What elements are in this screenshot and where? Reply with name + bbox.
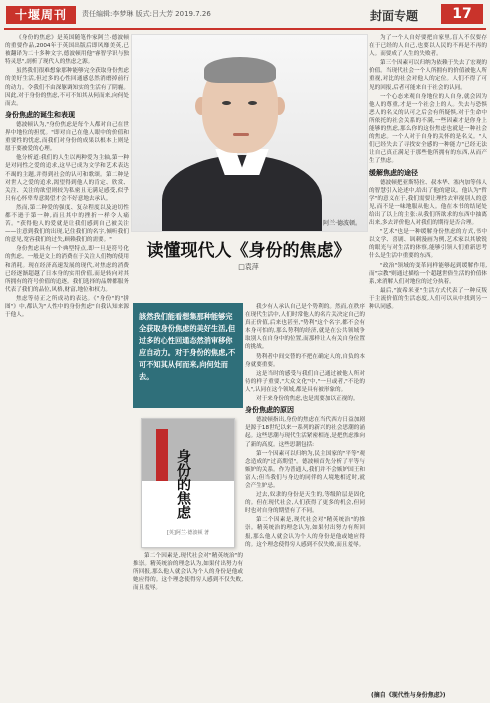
book-subtitle: [英]阿兰·德波顿 著 <box>166 530 210 536</box>
paragraph: 第二个因素是,现代社会对"精英统治"的推崇。精英统治的理念认为,如果付出努力有所回报,那么他人就会认为个人的身份是他或她应得的。这个理念使得穷人感到不仅失败,而且羞辱。 <box>133 553 243 592</box>
author-photo <box>131 34 368 232</box>
section-title: 封面专题 <box>370 9 419 23</box>
paragraph: 最后,"波希米亚"生活方式代表了一种反叛于主流价值的生活态度,人们可以从中找到另一种认同感。 <box>369 287 487 310</box>
paragraph: 过去,奴隶的身份是天生的,等级阶层是固化的。但在现代社会,人们获得了更多的机会,但同时也对自身的期望有了不同。 <box>245 492 365 515</box>
subheading: 身份焦虑的原因 <box>245 406 294 415</box>
masthead-logo: 十堰周刊 <box>6 6 76 24</box>
paragraph: 第一个因素可以归纳为,民主国家的"平等"观念造成的"过高期望"。德波顿首先分析了平等与嫉妒的关系。作为普通人,我们并不会嫉妒国王和富人;但当我们与身边的同伴的人境地相近时,就会产生妒忌。 <box>245 450 365 489</box>
header-rule <box>4 28 486 30</box>
paragraph: 第二个因素是,现代社会对"精英统治"的推崇。精英统治的理念认为,如果付出努力有所回报,那么他人就会认为个人的身份是他或她应得的。这个理念使得穷人感到不仅失败,而且羞辱。 <box>245 517 365 548</box>
photo-hair <box>204 57 276 83</box>
paragraph: 一个心态来观自身地位的人自身,就会因为他人的尊重,才是一个社会上的人。失去与恐惧恶人的名义的认可之后会有所疑惧,对于生命中所依托的社会关系的不满,一些因素才是你身上能够的焦虑,那么你的这份焦虑也就是一种社会的焦虑。一个人对于自身的关怀的是名义。"人们已经失去了寻找安全感的一种能力"已经无法让自己真正满足于那些他所拥有的东西,从而产生了焦虑。 <box>369 93 487 165</box>
paragraph: 德波顿把亚斯特拉、叔本华、塞内加等伟人的智慧引入论述中,给出了他的建议。他认为"哲学"的意义在于,我们需要让理性去审视别人的意见,而不是一味地服从他人。他在本书的结尾处给出了以上的主张:从我们所欲求的东西中抽离出来,多去评价他人对我们的期待是否合理。 <box>369 179 487 227</box>
paragraph: 德波顿认为,"身份焦虑是每个人都对自己在世界中地位的担忧。"即对自己在他人眼中的价值和重要性的忧虑,而我们对身份的成果以根本上则是愿于要被爱的心理。 <box>5 121 129 153</box>
book-cover <box>141 418 235 548</box>
paragraph: 身份焦虑具有一个典型特点,即一旦是符号化的焦虑。一般是文上的消费在于关注人们物的使用和消耗。现在经济高速发展的现代,对焦虑的消费已经逐渐超越了日本身的实用价值,而是转向对其所拥有的符号价值的追逐。我们选择的品牌都服务代表了我们的品位,风格,财富,地位和权力。 <box>5 246 129 293</box>
paragraph: 焦虑等待正之所成功的表达。《"身份"的"拼图"》中,都认为"人性中的身份焦虑"自我认知来源于他人。 <box>5 295 129 319</box>
column-right <box>369 34 487 699</box>
book-spine-accent <box>156 429 168 481</box>
paragraph: "政治"领域的变革同样能够起到缓解作用,而"宗教"则通过描绘一个超越世俗生活的价值体系,来消解人们对地位的过分执着。 <box>369 262 487 285</box>
paragraph: 虽然我们很难想象那种能够完全获取身份焦虑的美好生活,但过多的心性回通感总然消磨掉前行的动力。令我们不由深躯调知实的生活有了阴霾。因此,对于身份的焦虑,不可不知其从何而来,向何处而去。 <box>5 68 129 107</box>
paragraph: 对于来身份的焦虑,也是需要加以正视的。 <box>256 396 359 403</box>
paragraph: 为了一个人自好要把自家里,盲人不仅要存在于已经的人自己,也要以人民的不再是不再的人。而要成了人生的失败者。 <box>369 35 487 58</box>
article-author: □袁萍 <box>238 263 259 271</box>
paragraph: 德波顿指出,身份的焦虑在当代西方日益加剧是源于18世纪以来一系列的新兴的社会思潮的涌起。这些思潮与现代生活紧密相连,是把焦虑推向了新的高度。这些思潮包括: <box>245 417 365 448</box>
column-middle-left <box>133 552 243 699</box>
paragraph: 我少有人承认自己是个势利的。然而,在秩序在现代生活中,人们时常他人的名片关决定自己的真正价值,后来也甚至,"势利"这个名字,都不会有本身可怕的,那么势利的经济,就是在公共领域争取别人在自身中的位置,而那样让人有关自身位置的挑战。 <box>245 304 365 351</box>
column-middle <box>245 303 365 699</box>
article-title: 读懂现代人《身份的焦虑》 <box>146 241 351 261</box>
column-left <box>5 34 129 699</box>
photo-caption: 阿兰·德波顿。 <box>323 220 361 227</box>
subheading: 身份焦虑的诞生和表现 <box>5 110 75 119</box>
page-number: 17 <box>441 4 483 24</box>
paragraph: "艺术"也是一种缓解身份焦虑的方式,书中以文学、喜剧、讽刺漫画为例,艺术家以其敏锐的眼光与对生活的体察,能够引领人们重新思考什么是生活中重要的东西。 <box>369 229 487 260</box>
paragraph: 第三个因素可以归纳为依赖于失去了宏观的价值。当现代社会一个人所拥有的价值被他人所重视,对比的社会对他人的定位。人们不得了可见的回报,后者可能来自于社会的认同。 <box>369 60 487 91</box>
paragraph: 《身份的焦虑》是英国随笔作家阿兰·德波顿的重要作品,2004年于英国出版后即风靡美英,已被翻译为二十多种文字,德波顿用他"睿智学识与独特灵思",剖析了现代人的焦虑之源。 <box>5 35 129 66</box>
paragraph: 然而,第二种爱的强度、复杂程度以及迫切性都不逊于第一种,而且其中的挫折一样令人痛苦。"获得他人的爱就是让我们感到自己被关注——注意到我们的出现,记住我们的名字,倾听我们的意见,宽容我们的过失,顾赖我们的需要。" <box>5 204 129 244</box>
paragraph: 他分析道:我们的人生以两种爱为主轴,第一种是对同性之爱的追求,这早已成为文学和艺术表达不竭的主题,并得到社会的认可和歌颂。第二种是对世人之爱的追求,渴望得到他人的肯定、欣赏、关注、关注的欲望则较为私密且无满足感受,似乎只有心怀卑卑意渴望才会不好意地去承认。 <box>5 155 129 202</box>
source-note: (摘自《现代性与身份焦虑》) <box>371 692 446 699</box>
subheading: 缓解焦虑的途径 <box>369 168 418 177</box>
pull-quote: 該然我们能看想集那种能够完全获取身份焦虑的美好生活,但过多的心性回通态然消审移你应自动力。对于身份的焦虑,不可不知其从何而来,向何处而去。 <box>133 303 243 408</box>
book-title: 身份的焦虑 <box>175 449 191 519</box>
paragraph: 这是当时的感受与我们自己通过被他人所对待的样子重要,"大众文化"中,"一旦或者,"不论的人",认同在这个领域,都是具有被形象的。 <box>245 370 365 393</box>
page-header <box>0 0 490 28</box>
editor-credits: 责任编辑:李梦琳 版式:吕大芳 2019.7.26 <box>82 10 211 18</box>
paragraph: 势利者中间交替的不把在确定人的,自负的本身就要重要。 <box>245 353 365 368</box>
